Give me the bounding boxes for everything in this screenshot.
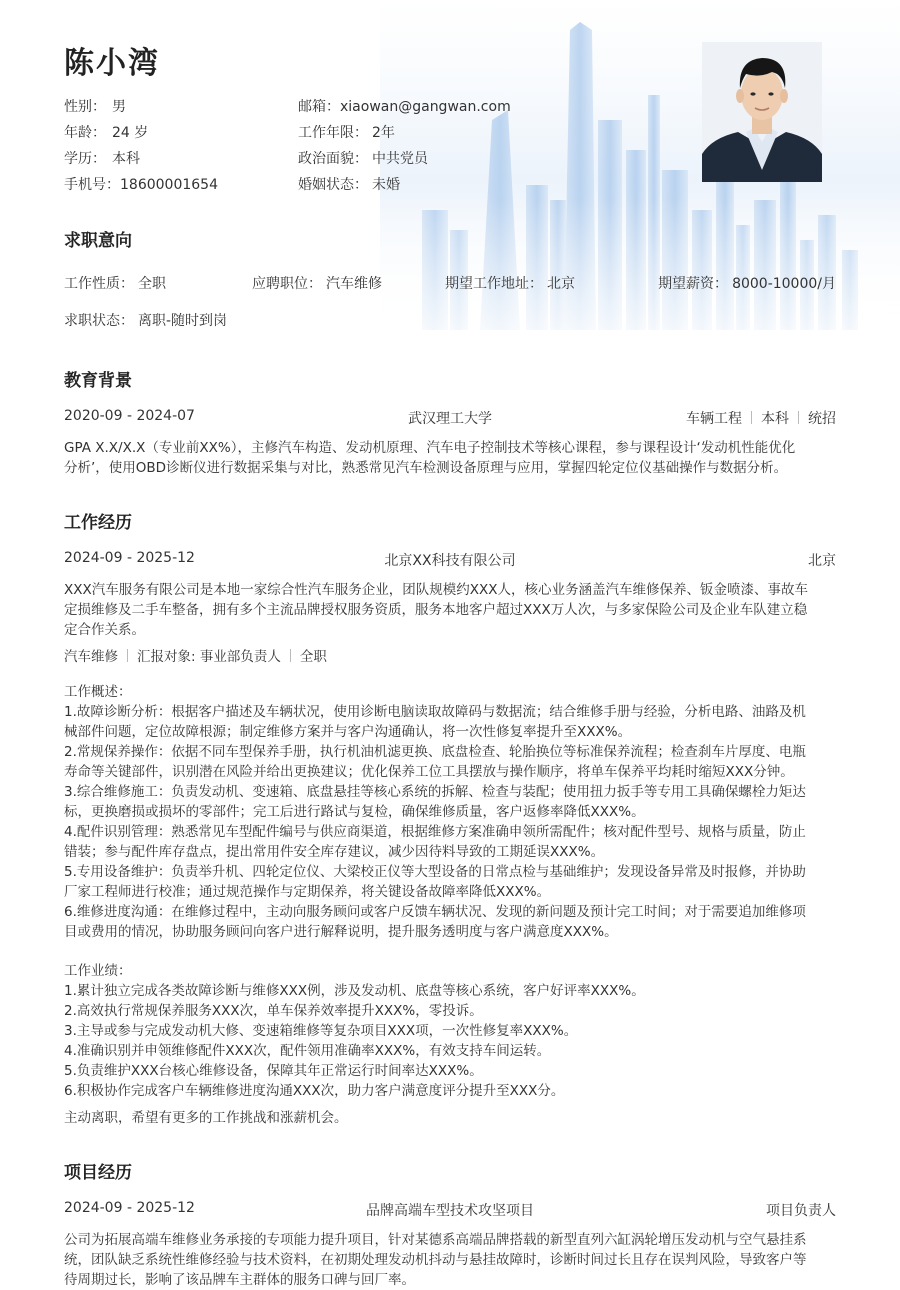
years-label: 工作年限： <box>298 125 368 141</box>
summary-line: 标，更换磨损或损坏的零部件；完工后进行路试与复检，确保维修质量，客户返修率降低XXX%。 <box>64 804 645 820</box>
intent-status-label: 求职状态： <box>64 313 134 329</box>
intent-position <box>252 273 382 293</box>
divider <box>751 411 752 424</box>
education-info <box>64 148 140 168</box>
education-school: 武汉理工大学 <box>408 411 492 427</box>
education-period: 2020-09 - 2024-07 <box>64 408 195 424</box>
achievement-line: 2.高效执行常规保养服务XXX次，单车保养效率提升XXX%，零投诉。 <box>64 1003 483 1019</box>
intro-line: 定损维修及二手车整备，拥有多个主流品牌授权服务资质，服务本地客户超过XXX万人次，与多家保险公司及企业车队建立稳 <box>64 602 808 618</box>
work-employment: 全职 <box>299 649 327 665</box>
phone-info <box>64 174 218 194</box>
divider <box>127 649 128 662</box>
political-value: 中共党员 <box>372 151 428 167</box>
achievement-line: 1.累计独立完成各类故障诊断与维修XXX例，涉及发动机、底盘等核心系统，客户好评率XXX%。 <box>64 983 645 999</box>
intent-status <box>64 310 227 330</box>
intent-type-value: 全职 <box>138 276 166 292</box>
summary-line: 5.专用设备维护：负责举升机、四轮定位仪、大梁校正仪等大型设备的日常点检与基础维护；发现设备异常及时报修，并协助 <box>64 864 806 880</box>
intent-position-label: 应聘职位： <box>252 276 322 292</box>
intent-position-value: 汽车维修 <box>326 276 382 292</box>
work-achievements <box>64 961 836 1101</box>
work-section-title: 工作经历 <box>64 513 132 533</box>
political-info <box>298 148 428 168</box>
summary-line: 4.配件识别管理：熟悉常见车型配件编号与供应商渠道，根据维修方案准确申领所需配件；核对配件型号、规格与质量，防止 <box>64 824 806 840</box>
achievement-title: 工作业绩： <box>64 963 132 979</box>
summary-title: 工作概述： <box>64 684 132 700</box>
summary-line: 错装；参与配件库存盘点，提出常用件安全库存建议，减少因待料导致的工期延误XXX%。 <box>64 844 605 860</box>
achievement-line: 4.准确识别并申领维修配件XXX次，配件领用准确率XXX%，有效支持车间运转。 <box>64 1043 551 1059</box>
marital-label: 婚姻状态： <box>298 177 368 193</box>
work-city: 北京 <box>808 553 836 569</box>
education-mode: 统招 <box>808 411 836 427</box>
work-report: 汇报对象: 事业部负责人 <box>137 649 281 665</box>
intent-salary-value: 8000-10000/月 <box>732 276 836 292</box>
divider <box>798 411 799 424</box>
gender-info <box>64 96 126 116</box>
email-value[interactable]: xiaowan@gangwan.com <box>340 99 511 115</box>
achievement-line: 5.负责维护XXX台核心维修设备，保障其年正常运行时间率达XXX%。 <box>64 1063 483 1079</box>
intent-salary-label: 期望薪资： <box>658 276 729 292</box>
candidate-name: 陈小湾 <box>64 46 160 81</box>
intent-status-value: 离职-随时到岗 <box>138 313 228 329</box>
marital-info <box>298 174 400 194</box>
email-info <box>298 96 511 116</box>
gender-label: 性别： <box>64 99 106 115</box>
project-description <box>64 1230 836 1290</box>
project-line: 待周期过长，影响了该品牌车主群体的服务口碑与回厂率。 <box>64 1272 415 1288</box>
company-intro <box>64 580 836 640</box>
summary-line: 1.故障诊断分析：根据客户描述及车辆状况，使用诊断电脑读取故障码与数据流；结合维修手册与经验，分析电路、油路及机 <box>64 704 806 720</box>
age-value: 24 岁 <box>112 125 149 141</box>
portrait-icon <box>702 42 822 182</box>
education-meta <box>686 408 836 428</box>
education-line: 分析’，使用OBD诊断仪进行数据采集与对比，熟悉常见汽车检测设备原理与应用，掌握四轮定位仪基础操作与数据分析。 <box>64 460 788 476</box>
phone-label: 手机号： <box>64 177 120 193</box>
age-info <box>64 122 148 142</box>
intro-line: 定合作关系。 <box>64 622 145 638</box>
education-description <box>64 438 836 478</box>
edu-value: 本科 <box>112 151 140 167</box>
project-role: 项目负责人 <box>766 1203 836 1219</box>
achievement-line: 3.主导或参与完成发动机大修、变速箱维修等复杂项目XXX项，一次性修复率XXX%。 <box>64 1023 578 1039</box>
project-name: 品牌高端车型技术攻坚项目 <box>366 1203 534 1219</box>
intro-line: XXX汽车服务有限公司是本地一家综合性汽车服务企业，团队规模约XXX人，核心业务涵盖汽车维修保养、钣金喷漆、事故车 <box>64 582 808 598</box>
work-role: 汽车维修 <box>64 649 118 665</box>
summary-line: 6.维修进度沟通：在维修过程中，主动向服务顾问或客户反馈车辆状况、发现的新问题及预计完工时间；对于需要追加维修项 <box>64 904 806 920</box>
age-label: 年龄： <box>64 125 106 141</box>
skyline-background <box>380 0 900 360</box>
intent-location-label: 期望工作地址： <box>445 276 543 292</box>
work-company: 北京XX科技有限公司 <box>384 553 516 569</box>
work-years-info <box>298 122 395 142</box>
political-label: 政治面貌： <box>298 151 368 167</box>
education-degree: 本科 <box>761 411 789 427</box>
divider <box>290 649 291 662</box>
work-tags <box>64 647 836 667</box>
phone-value[interactable]: 18600001654 <box>120 177 218 193</box>
intent-salary <box>658 273 836 293</box>
profile-photo <box>702 42 822 182</box>
achievement-line: 6.积极协作完成客户车辆维修进度沟通XXX次，助力客户满意度评分提升至XXX分。 <box>64 1083 565 1099</box>
summary-line: 厂家工程师进行校准；通过规范操作与定期保养，将关键设备故障率降低XXX%。 <box>64 884 551 900</box>
intent-section-title: 求职意向 <box>64 231 132 251</box>
education-section-title: 教育背景 <box>64 371 132 391</box>
project-period: 2024-09 - 2025-12 <box>64 1200 195 1216</box>
work-summary <box>64 682 836 942</box>
summary-line: 寿命等关键部件，识别潜在风险并给出更换建议；优化保养工位工具摆放与操作顺序，将单车保养平均耗时缩短XXX分钟。 <box>64 764 794 780</box>
summary-line: 械部件问题，定位故障根源；制定维修方案并与客户沟通确认，将一次性修复率提升至XXX%。 <box>64 724 632 740</box>
intent-location <box>445 273 575 293</box>
project-line: 统，团队缺乏系统性维修经验与技术资料，在初期处理发动机抖动与悬挂故障时，诊断时间过长且存在误判风险，导致客户等 <box>64 1252 807 1268</box>
education-line: GPA X.X/X.X（专业前XX%），主修汽车构造、发动机原理、汽车电子控制技术等核心课程，参与课程设计‘发动机性能优化 <box>64 440 796 456</box>
years-value: 2年 <box>372 125 395 141</box>
gender-value: 男 <box>112 99 126 115</box>
project-section-title: 项目经历 <box>64 1163 132 1183</box>
intent-type <box>64 273 166 293</box>
marital-value: 未婚 <box>372 177 400 193</box>
edu-label: 学历： <box>64 151 106 167</box>
intent-type-label: 工作性质： <box>64 276 134 292</box>
work-period: 2024-09 - 2025-12 <box>64 550 195 566</box>
summary-line: 3.综合维修施工：负责发动机、变速箱、底盘悬挂等核心系统的拆解、检查与装配；使用扭力扳手等专用工具确保螺栓力矩达 <box>64 784 806 800</box>
leave-reason: 主动离职，希望有更多的工作挑战和涨薪机会。 <box>64 1110 348 1126</box>
email-label: 邮箱： <box>298 99 340 115</box>
summary-line: 目或费用的情况，协助服务顾问向客户进行解释说明，提升服务透明度与客户满意度XXX%。 <box>64 924 618 940</box>
education-major: 车辆工程 <box>686 411 742 427</box>
project-line: 公司为拓展高端车维修业务承接的专项能力提升项目，针对某德系高端品牌搭载的新型直列六缸涡轮增压发动机与空气悬挂系 <box>64 1232 807 1248</box>
intent-location-value: 北京 <box>547 276 575 292</box>
summary-line: 2.常规保养操作：依据不同车型保养手册，执行机油机滤更换、底盘检查、轮胎换位等标准保养流程；检查刹车片厚度、电瓶 <box>64 744 806 760</box>
